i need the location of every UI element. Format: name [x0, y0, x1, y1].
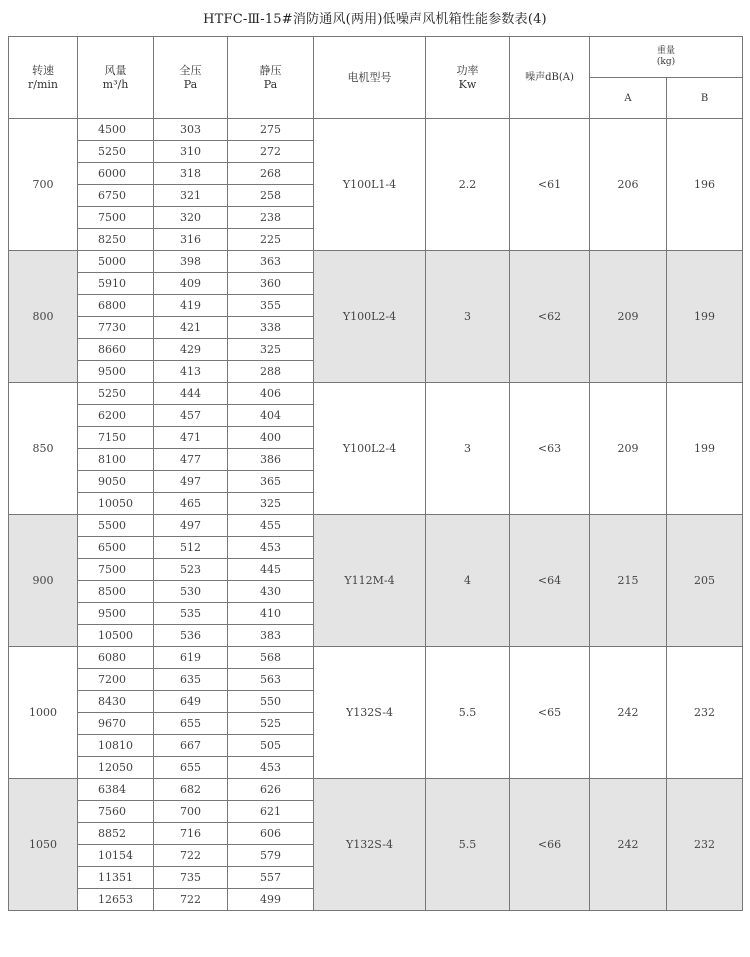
airflow-cell: 6080 [78, 647, 154, 669]
airflow-cell: 9500 [78, 603, 154, 625]
total-pressure-cell: 303 [154, 119, 228, 141]
airflow-cell: 11351 [78, 867, 154, 889]
total-pressure-cell: 465 [154, 493, 228, 515]
airflow-cell: 8250 [78, 229, 154, 251]
static-pressure-cell: 453 [228, 537, 314, 559]
total-pressure-cell: 497 [154, 515, 228, 537]
table-row [9, 515, 743, 537]
header-weight-a: A [590, 78, 667, 119]
power-cell: 3 [426, 251, 510, 383]
speed-cell: 700 [9, 119, 78, 251]
total-pressure-cell: 700 [154, 801, 228, 823]
total-pressure-cell: 421 [154, 317, 228, 339]
speed-cell: 800 [9, 251, 78, 383]
static-pressure-cell: 383 [228, 625, 314, 647]
noise-cell: <65 [510, 647, 590, 779]
total-pressure-cell: 635 [154, 669, 228, 691]
table-header [9, 37, 743, 119]
airflow-cell: 8500 [78, 581, 154, 603]
total-pressure-cell: 321 [154, 185, 228, 207]
weight-b-cell: 196 [667, 119, 743, 251]
noise-cell: <66 [510, 779, 590, 911]
airflow-cell: 10050 [78, 493, 154, 515]
airflow-cell: 9050 [78, 471, 154, 493]
header-airflow: 风量 m³/h [78, 37, 154, 119]
static-pressure-cell: 225 [228, 229, 314, 251]
total-pressure-cell: 310 [154, 141, 228, 163]
airflow-cell: 6384 [78, 779, 154, 801]
static-pressure-cell: 568 [228, 647, 314, 669]
static-pressure-cell: 404 [228, 405, 314, 427]
page-title: HTFC-Ⅲ-15#消防通风(两用)低噪声风机箱性能参数表(4) [203, 12, 547, 27]
power-cell: 4 [426, 515, 510, 647]
weight-a-cell: 242 [590, 779, 667, 911]
total-pressure-cell: 530 [154, 581, 228, 603]
weight-b-cell: 232 [667, 779, 743, 911]
static-pressure-cell: 355 [228, 295, 314, 317]
motor-cell: Y100L2-4 [314, 383, 426, 515]
weight-a-cell: 242 [590, 647, 667, 779]
weight-a-cell: 209 [590, 251, 667, 383]
weight-b-cell: 232 [667, 647, 743, 779]
airflow-cell: 5000 [78, 251, 154, 273]
airflow-cell: 10500 [78, 625, 154, 647]
airflow-cell: 10810 [78, 735, 154, 757]
total-pressure-cell: 471 [154, 427, 228, 449]
motor-cell: Y112M-4 [314, 515, 426, 647]
noise-cell: <63 [510, 383, 590, 515]
airflow-cell: 7730 [78, 317, 154, 339]
static-pressure-cell: 550 [228, 691, 314, 713]
static-pressure-cell: 499 [228, 889, 314, 911]
total-pressure-cell: 655 [154, 713, 228, 735]
motor-cell: Y132S-4 [314, 779, 426, 911]
static-pressure-cell: 288 [228, 361, 314, 383]
static-pressure-cell: 363 [228, 251, 314, 273]
static-pressure-cell: 338 [228, 317, 314, 339]
weight-a-cell: 209 [590, 383, 667, 515]
airflow-cell: 6200 [78, 405, 154, 427]
total-pressure-cell: 682 [154, 779, 228, 801]
speed-cell: 900 [9, 515, 78, 647]
airflow-cell: 7500 [78, 559, 154, 581]
static-pressure-cell: 606 [228, 823, 314, 845]
static-pressure-cell: 365 [228, 471, 314, 493]
airflow-cell: 5910 [78, 273, 154, 295]
static-pressure-cell: 563 [228, 669, 314, 691]
header-weight-b: B [667, 78, 743, 119]
power-cell: 3 [426, 383, 510, 515]
total-pressure-cell: 735 [154, 867, 228, 889]
speed-cell: 850 [9, 383, 78, 515]
static-pressure-cell: 621 [228, 801, 314, 823]
weight-b-cell: 199 [667, 251, 743, 383]
noise-cell: <61 [510, 119, 590, 251]
total-pressure-cell: 429 [154, 339, 228, 361]
table-row [9, 119, 743, 141]
total-pressure-cell: 512 [154, 537, 228, 559]
total-pressure-cell: 667 [154, 735, 228, 757]
static-pressure-cell: 238 [228, 207, 314, 229]
power-cell: 2.2 [426, 119, 510, 251]
airflow-cell: 7500 [78, 207, 154, 229]
speed-cell: 1000 [9, 647, 78, 779]
static-pressure-cell: 579 [228, 845, 314, 867]
weight-a-cell: 206 [590, 119, 667, 251]
airflow-cell: 4500 [78, 119, 154, 141]
total-pressure-cell: 535 [154, 603, 228, 625]
static-pressure-cell: 386 [228, 449, 314, 471]
total-pressure-cell: 318 [154, 163, 228, 185]
static-pressure-cell: 360 [228, 273, 314, 295]
total-pressure-cell: 457 [154, 405, 228, 427]
airflow-cell: 7150 [78, 427, 154, 449]
static-pressure-cell: 455 [228, 515, 314, 537]
static-pressure-cell: 445 [228, 559, 314, 581]
static-pressure-cell: 626 [228, 779, 314, 801]
header-static-pressure: 静压 Pa [228, 37, 314, 119]
airflow-cell: 8430 [78, 691, 154, 713]
airflow-cell: 8100 [78, 449, 154, 471]
static-pressure-cell: 453 [228, 757, 314, 779]
static-pressure-cell: 325 [228, 493, 314, 515]
table-row [9, 383, 743, 405]
performance-table [8, 36, 743, 911]
total-pressure-cell: 722 [154, 845, 228, 867]
total-pressure-cell: 523 [154, 559, 228, 581]
static-pressure-cell: 268 [228, 163, 314, 185]
motor-cell: Y100L2-4 [314, 251, 426, 383]
total-pressure-cell: 320 [154, 207, 228, 229]
total-pressure-cell: 398 [154, 251, 228, 273]
header-noise: 噪声dB(A) [510, 37, 590, 119]
table-body [9, 119, 743, 911]
airflow-cell: 9500 [78, 361, 154, 383]
static-pressure-cell: 406 [228, 383, 314, 405]
noise-cell: <64 [510, 515, 590, 647]
total-pressure-cell: 477 [154, 449, 228, 471]
total-pressure-cell: 316 [154, 229, 228, 251]
static-pressure-cell: 325 [228, 339, 314, 361]
total-pressure-cell: 722 [154, 889, 228, 911]
power-cell: 5.5 [426, 647, 510, 779]
weight-b-cell: 205 [667, 515, 743, 647]
weight-b-cell: 199 [667, 383, 743, 515]
airflow-cell: 7200 [78, 669, 154, 691]
static-pressure-cell: 557 [228, 867, 314, 889]
airflow-cell: 10154 [78, 845, 154, 867]
static-pressure-cell: 525 [228, 713, 314, 735]
power-cell: 5.5 [426, 779, 510, 911]
total-pressure-cell: 497 [154, 471, 228, 493]
noise-cell: <62 [510, 251, 590, 383]
table-row [9, 251, 743, 273]
static-pressure-cell: 258 [228, 185, 314, 207]
airflow-cell: 7560 [78, 801, 154, 823]
airflow-cell: 6750 [78, 185, 154, 207]
airflow-cell: 9670 [78, 713, 154, 735]
static-pressure-cell: 410 [228, 603, 314, 625]
airflow-cell: 6800 [78, 295, 154, 317]
table-row [9, 779, 743, 801]
motor-cell: Y100L1-4 [314, 119, 426, 251]
static-pressure-cell: 272 [228, 141, 314, 163]
header-weight: 重量 (kg) [590, 37, 743, 78]
static-pressure-cell: 275 [228, 119, 314, 141]
header-speed: 转速 r/min [9, 37, 78, 119]
total-pressure-cell: 536 [154, 625, 228, 647]
total-pressure-cell: 619 [154, 647, 228, 669]
header-power: 功率 Kw [426, 37, 510, 119]
airflow-cell: 5250 [78, 383, 154, 405]
table-row [9, 647, 743, 669]
airflow-cell: 8660 [78, 339, 154, 361]
total-pressure-cell: 444 [154, 383, 228, 405]
header-motor: 电机型号 [314, 37, 426, 119]
total-pressure-cell: 413 [154, 361, 228, 383]
airflow-cell: 5500 [78, 515, 154, 537]
total-pressure-cell: 649 [154, 691, 228, 713]
airflow-cell: 6500 [78, 537, 154, 559]
total-pressure-cell: 716 [154, 823, 228, 845]
airflow-cell: 12050 [78, 757, 154, 779]
motor-cell: Y132S-4 [314, 647, 426, 779]
speed-cell: 1050 [9, 779, 78, 911]
airflow-cell: 6000 [78, 163, 154, 185]
total-pressure-cell: 419 [154, 295, 228, 317]
total-pressure-cell: 655 [154, 757, 228, 779]
static-pressure-cell: 430 [228, 581, 314, 603]
static-pressure-cell: 400 [228, 427, 314, 449]
airflow-cell: 5250 [78, 141, 154, 163]
header-total-pressure: 全压 Pa [154, 37, 228, 119]
airflow-cell: 8852 [78, 823, 154, 845]
airflow-cell: 12653 [78, 889, 154, 911]
total-pressure-cell: 409 [154, 273, 228, 295]
static-pressure-cell: 505 [228, 735, 314, 757]
weight-a-cell: 215 [590, 515, 667, 647]
